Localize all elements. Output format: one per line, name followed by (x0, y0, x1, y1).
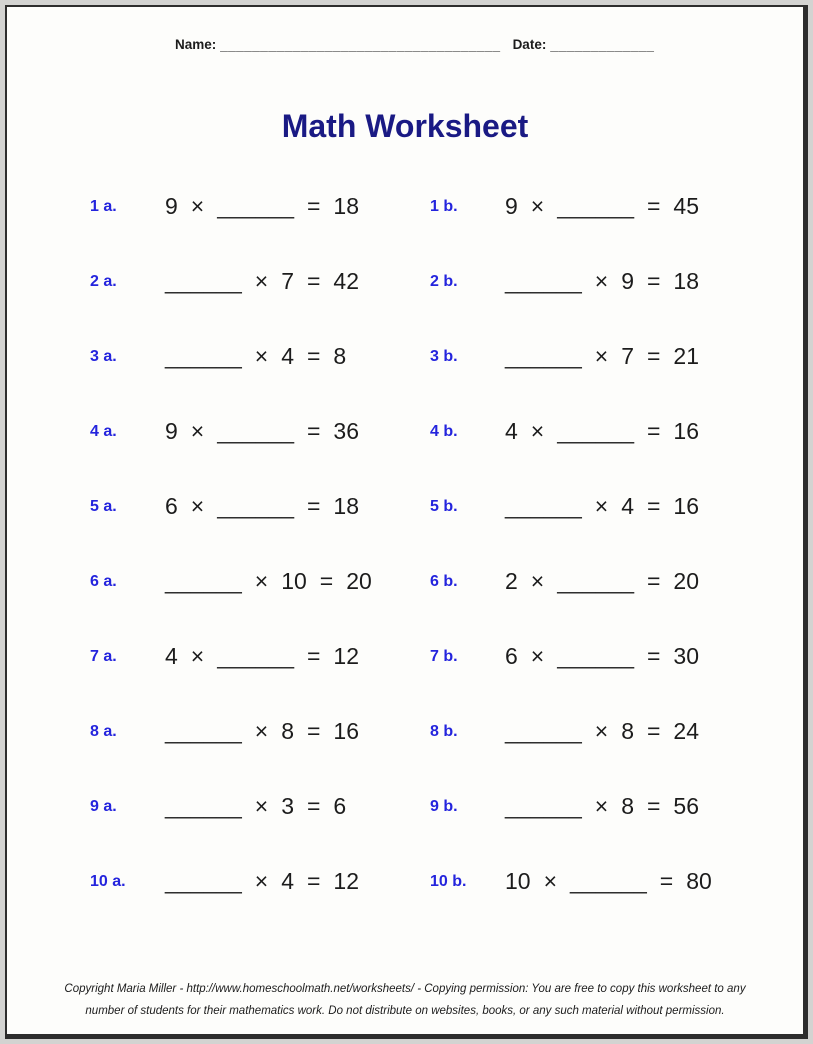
number: 12 (333, 868, 360, 894)
problem-expression (505, 568, 699, 595)
copyright-line-2: number of students for their mathematics work. Do not distribute on websites, books, or any such material without permission. (85, 1005, 725, 1017)
number: 4 (281, 343, 294, 369)
answer-blank: ______ (557, 568, 634, 594)
number: 6 (333, 793, 347, 819)
worksheet-page (5, 5, 808, 1039)
date-blank-line: _____________ (550, 37, 655, 52)
problem-label: 9 a. (90, 797, 117, 815)
answer-blank: ______ (505, 343, 582, 369)
multiply-sign: × (594, 268, 609, 294)
problem-label: 1 a. (90, 197, 117, 215)
number: 18 (333, 193, 360, 219)
number: 16 (673, 493, 700, 519)
problem-expression (505, 643, 699, 670)
number: 80 (686, 868, 712, 894)
multiply-sign: × (254, 718, 269, 744)
problem-expression (165, 793, 346, 820)
problem-expression (505, 493, 699, 520)
answer-blank: ______ (165, 343, 242, 369)
problem-label: 7 b. (430, 647, 458, 665)
number: 7 (281, 268, 294, 294)
equals-sign: = (646, 418, 661, 444)
answer-blank: ______ (217, 643, 294, 669)
multiply-sign: × (594, 793, 609, 819)
equals-sign: = (306, 193, 321, 219)
problem-10a (90, 844, 430, 919)
date-label: Date: (512, 37, 547, 52)
number: 36 (333, 418, 360, 444)
problem-5a (90, 469, 430, 544)
problem-expression (505, 868, 712, 895)
problem-8b (430, 694, 803, 769)
answer-blank: ______ (217, 493, 294, 519)
multiply-sign: × (254, 568, 269, 594)
number: 30 (673, 643, 700, 669)
number: 8 (281, 718, 294, 744)
number: 56 (673, 793, 700, 819)
problem-6a (90, 544, 430, 619)
multiply-sign: × (594, 493, 609, 519)
problem-expression (165, 718, 359, 745)
problem-label: 8 b. (430, 722, 458, 740)
problem-expression (165, 193, 359, 220)
problem-expression (165, 343, 346, 370)
equals-sign: = (646, 268, 661, 294)
problem-label: 5 b. (430, 497, 458, 515)
name-blank-line: ___________________________________ (220, 37, 501, 52)
answer-blank: ______ (505, 268, 582, 294)
number: 9 (165, 418, 178, 444)
answer-blank: ______ (505, 493, 582, 519)
problem-expression (165, 643, 359, 670)
number: 16 (333, 718, 360, 744)
problem-2b (430, 244, 803, 319)
problem-expression (165, 568, 372, 595)
problem-expression (505, 343, 699, 370)
problem-expression (505, 418, 699, 445)
number: 3 (281, 793, 294, 819)
number: 18 (333, 493, 360, 519)
answer-blank: ______ (165, 268, 242, 294)
multiply-sign: × (254, 268, 269, 294)
multiply-sign: × (254, 868, 269, 894)
problem-label: 10 a. (90, 872, 126, 890)
problem-expression (165, 493, 359, 520)
answer-blank: ______ (165, 718, 242, 744)
equals-sign: = (646, 718, 661, 744)
name-date-header (175, 37, 654, 52)
equals-sign: = (306, 493, 321, 519)
problem-expression (165, 268, 359, 295)
equals-sign: = (306, 718, 321, 744)
problem-label: 6 b. (430, 572, 458, 590)
equals-sign: = (646, 493, 661, 519)
equals-sign: = (306, 868, 321, 894)
number: 24 (673, 718, 700, 744)
copyright-line-1: Copyright Maria Miller - http://www.homeschoolmath.net/worksheets/ - Copying permission: You are free to copy this worksheet to any (64, 983, 746, 995)
problem-label: 5 a. (90, 497, 117, 515)
name-label: Name: (175, 37, 217, 52)
multiply-sign: × (254, 793, 269, 819)
problem-3a (90, 319, 430, 394)
answer-blank: ______ (217, 193, 294, 219)
equals-sign: = (646, 343, 661, 369)
number: 4 (165, 643, 178, 669)
problem-label: 2 b. (430, 272, 458, 290)
problem-4b (430, 394, 803, 469)
equals-sign: = (646, 793, 661, 819)
problem-label: 9 b. (430, 797, 458, 815)
number: 9 (165, 193, 178, 219)
problem-label: 3 a. (90, 347, 117, 365)
multiply-sign: × (190, 643, 205, 669)
equals-sign: = (306, 793, 321, 819)
number: 12 (333, 643, 360, 669)
answer-blank: ______ (557, 193, 634, 219)
number: 6 (505, 643, 518, 669)
answer-blank: ______ (570, 868, 647, 894)
equals-sign: = (306, 268, 321, 294)
problem-9b (430, 769, 803, 844)
number: 42 (333, 268, 360, 294)
problem-label: 10 b. (430, 872, 467, 890)
equals-sign: = (646, 193, 661, 219)
problem-6b (430, 544, 803, 619)
problem-label: 4 a. (90, 422, 117, 440)
answer-blank: ______ (165, 868, 242, 894)
problem-8a (90, 694, 430, 769)
answer-blank: ______ (557, 418, 634, 444)
problem-label: 7 a. (90, 647, 117, 665)
multiply-sign: × (594, 718, 609, 744)
answer-blank: ______ (505, 793, 582, 819)
equals-sign: = (646, 568, 661, 594)
multiply-sign: × (254, 343, 269, 369)
number: 18 (673, 268, 700, 294)
problem-expression (505, 268, 699, 295)
answer-blank: ______ (557, 643, 634, 669)
multiply-sign: × (190, 493, 205, 519)
number: 4 (505, 418, 518, 444)
problem-expression (505, 193, 699, 220)
number: 7 (621, 343, 634, 369)
number: 8 (621, 718, 634, 744)
number: 20 (346, 568, 372, 594)
number: 10 (281, 568, 307, 594)
number: 10 (505, 868, 531, 894)
page-title: Math Worksheet (281, 108, 529, 144)
multiply-sign: × (190, 193, 205, 219)
problem-label: 1 b. (430, 197, 458, 215)
equals-sign: = (646, 643, 661, 669)
number: 45 (673, 193, 700, 219)
problem-expression (505, 793, 699, 820)
problem-label: 3 b. (430, 347, 458, 365)
problem-label: 2 a. (90, 272, 117, 290)
problem-label: 8 a. (90, 722, 117, 740)
equals-sign: = (319, 568, 334, 594)
problem-10b (430, 844, 803, 919)
problem-label: 4 b. (430, 422, 458, 440)
number: 16 (673, 418, 700, 444)
number: 8 (333, 343, 347, 369)
multiply-sign: × (190, 418, 205, 444)
answer-blank: ______ (165, 568, 242, 594)
problem-2a (90, 244, 430, 319)
number: 6 (165, 493, 178, 519)
multiply-sign: × (594, 343, 609, 369)
problem-4a (90, 394, 430, 469)
equals-sign: = (306, 343, 321, 369)
number: 4 (281, 868, 294, 894)
answer-blank: ______ (165, 793, 242, 819)
multiply-sign: × (530, 418, 545, 444)
number: 4 (621, 493, 634, 519)
problems-grid (7, 169, 803, 919)
multiply-sign: × (530, 193, 545, 219)
equals-sign: = (306, 643, 321, 669)
number: 2 (505, 568, 518, 594)
number: 9 (621, 268, 634, 294)
problem-5b (430, 469, 803, 544)
number: 20 (673, 568, 700, 594)
problem-9a (90, 769, 430, 844)
multiply-sign: × (530, 568, 545, 594)
number: 8 (621, 793, 634, 819)
equals-sign: = (306, 418, 321, 444)
multiply-sign: × (530, 643, 545, 669)
problem-3b (430, 319, 803, 394)
problem-expression (165, 868, 359, 895)
problem-1b (430, 169, 803, 244)
multiply-sign: × (543, 868, 558, 894)
number: 21 (673, 343, 700, 369)
problem-7b (430, 619, 803, 694)
copyright-footer (7, 978, 803, 1022)
number: 9 (505, 193, 518, 219)
problem-label: 6 a. (90, 572, 117, 590)
problem-7a (90, 619, 430, 694)
problem-1a (90, 169, 430, 244)
answer-blank: ______ (217, 418, 294, 444)
equals-sign: = (659, 868, 674, 894)
problem-expression (505, 718, 699, 745)
answer-blank: ______ (505, 718, 582, 744)
problem-expression (165, 418, 359, 445)
